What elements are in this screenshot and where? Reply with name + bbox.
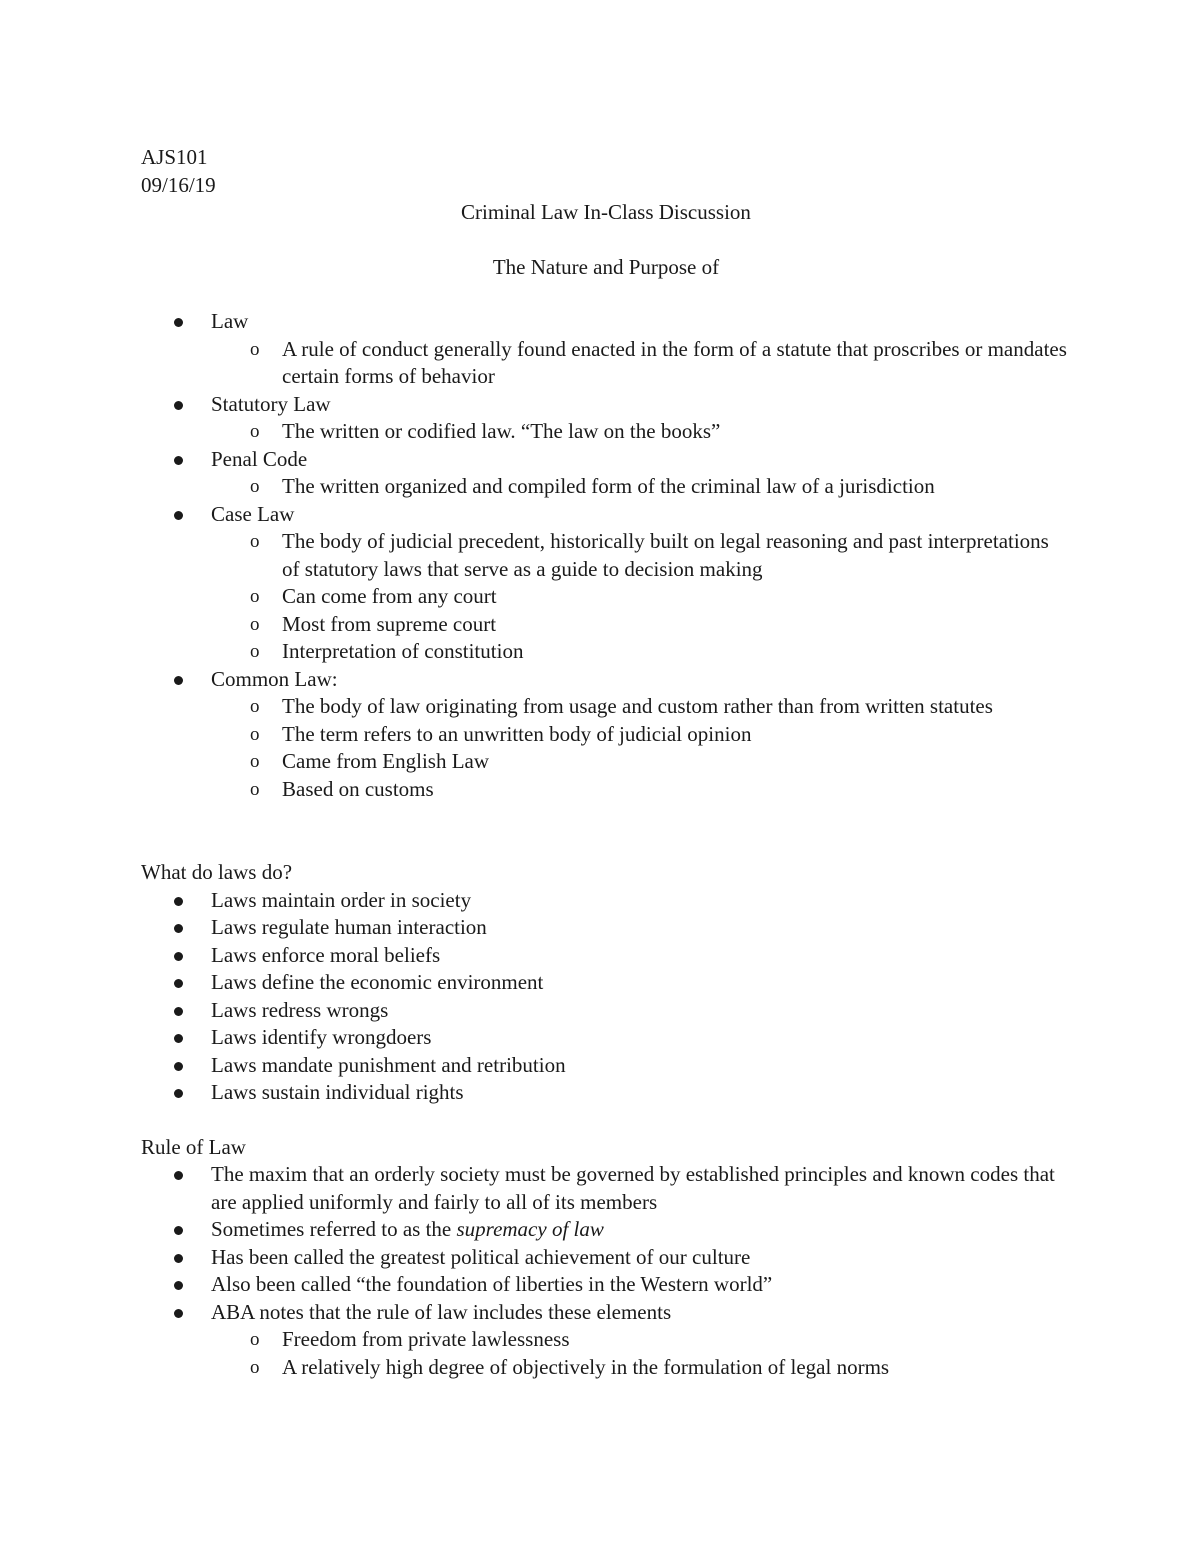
spacer: [141, 803, 1071, 859]
list-item: [141, 1052, 1071, 1080]
definition-text: The body of law originating from usage and custom rather than from written statutes: [282, 694, 993, 718]
list-item-text: Sometimes referred to as the: [211, 1217, 457, 1241]
list-item: [141, 1079, 1071, 1107]
sub-bullet-icon: o: [250, 723, 260, 745]
sub-bullet-icon: o: [250, 1356, 260, 1378]
bullet-dot-icon: [174, 897, 183, 906]
document-title: Criminal Law In-Class Discussion: [461, 200, 751, 224]
bullet-dot-icon: [174, 1034, 183, 1043]
document-subtitle: The Nature and Purpose of: [492, 254, 720, 279]
term-item: [141, 308, 1071, 336]
rule-of-law-list: [141, 1161, 1071, 1381]
list-item: [141, 1244, 1071, 1272]
term-item: [141, 391, 1071, 419]
term-definition: [141, 583, 1071, 611]
term-label: Law: [211, 309, 249, 333]
term-definition: [141, 611, 1071, 639]
definition-text: Interpretation of constitution: [282, 639, 524, 663]
document-page: [141, 144, 1071, 1381]
list-item-text: The maxim that an orderly society must be governed by established principles and known codes that are applied uniformly and fairly to all of its members: [211, 1162, 1055, 1214]
term-definition: [141, 748, 1071, 776]
sub-bullet-icon: o: [250, 1329, 260, 1350]
definition-text: Based on customs: [282, 776, 434, 801]
sub-list-item: [141, 1354, 1071, 1382]
terms-list: [141, 308, 1071, 803]
bullet-dot-icon: [174, 1226, 183, 1235]
sub-bullet-icon: o: [250, 476, 260, 497]
definition-text: The body of judicial precedent, historically built on legal reasoning and past interpretations of statutory laws that serve as a guide to decision making: [282, 529, 1049, 581]
bullet-dot-icon: [174, 1007, 183, 1016]
bullet-dot-icon: [174, 1254, 183, 1263]
list-item-text: Laws maintain order in society: [211, 887, 472, 912]
bullet-dot-icon: [174, 979, 183, 988]
definition-text: Most from supreme court: [282, 611, 497, 636]
sub-bullet-icon: o: [250, 531, 260, 552]
section-heading-rule-of-law: Rule of Law: [141, 1134, 246, 1159]
section-heading-laws-do: What do laws do?: [141, 860, 293, 884]
list-item-text: ABA notes that the rule of law includes these elements: [211, 1299, 672, 1324]
list-item-text: Laws regulate human interaction: [211, 915, 487, 939]
bullet-dot-icon: [174, 511, 183, 520]
italic-term: supremacy of law: [456, 1217, 604, 1241]
bullet-dot-icon: [174, 676, 183, 685]
sub-list-item: [141, 1326, 1071, 1354]
bullet-dot-icon: [174, 1089, 183, 1098]
list-item-text: Also been called “the foundation of liberties in the Western world”: [211, 1272, 773, 1296]
definition-text: A rule of conduct generally found enacted in the form of a statute that proscribes or mandates certain forms of behavior: [282, 336, 1067, 388]
document-date: 09/16/19: [141, 172, 216, 197]
laws-do-list: [141, 887, 1071, 1107]
list-item: [141, 1299, 1071, 1327]
definition-text: Can come from any court: [282, 584, 497, 608]
term-definition: [141, 528, 1071, 583]
term-definition: [141, 721, 1071, 749]
term-item: [141, 666, 1071, 694]
list-item: [141, 887, 1071, 915]
definition-text: The term refers to an unwritten body of judicial opinion: [282, 721, 752, 746]
bullet-dot-icon: [174, 1171, 183, 1180]
sub-bullet-icon: o: [250, 613, 260, 635]
list-item-text: Laws define the economic environment: [211, 970, 544, 994]
term-item: [141, 446, 1071, 474]
list-item: [141, 1161, 1071, 1216]
spacer: [141, 227, 1071, 254]
list-item-text: Laws redress wrongs: [211, 997, 389, 1022]
term-definition: [141, 693, 1071, 721]
sub-bullet-icon: o: [250, 751, 260, 772]
sub-list-item-text: A relatively high degree of objectively in the formulation of legal norms: [282, 1354, 890, 1379]
term-definition: [141, 473, 1071, 501]
sub-list-item-text: Freedom from private lawlessness: [282, 1327, 570, 1351]
bullet-dot-icon: [174, 401, 183, 410]
term-label: Statutory Law: [211, 391, 331, 416]
term-definition: [141, 776, 1071, 804]
list-item: [141, 914, 1071, 942]
bullet-dot-icon: [174, 1309, 183, 1318]
definition-text: The written or codified law. “The law on the books”: [282, 419, 721, 443]
course-code: AJS101: [141, 145, 208, 169]
list-item-text: Laws identify wrongdoers: [211, 1025, 432, 1049]
list-item: [141, 1024, 1071, 1052]
list-item-text: Laws enforce moral beliefs: [211, 942, 441, 967]
spacer: [141, 1107, 1071, 1134]
term-item: [141, 501, 1071, 529]
term-label: Penal Code: [211, 446, 308, 471]
bullet-dot-icon: [174, 1281, 183, 1290]
sub-bullet-icon: o: [250, 696, 260, 717]
bullet-dot-icon: [174, 924, 183, 933]
definition-text: Came from English Law: [282, 749, 490, 773]
sub-bullet-icon: o: [250, 421, 260, 442]
list-item: [141, 997, 1071, 1025]
sub-bullet-icon: o: [250, 778, 260, 800]
term-label: Case Law: [211, 501, 295, 526]
term-definition: [141, 336, 1071, 391]
list-item-text: Laws sustain individual rights: [211, 1080, 464, 1104]
definition-text: The written organized and compiled form of the criminal law of a jurisdiction: [282, 474, 935, 498]
list-item: [141, 942, 1071, 970]
list-item: [141, 1271, 1071, 1299]
list-item: [141, 1216, 1071, 1244]
term-definition: [141, 638, 1071, 666]
list-item: [141, 969, 1071, 997]
sub-bullet-icon: o: [250, 586, 260, 607]
bullet-dot-icon: [174, 1062, 183, 1071]
bullet-dot-icon: [174, 318, 183, 327]
list-item-text: Laws mandate punishment and retribution: [211, 1052, 566, 1077]
sub-bullet-icon: o: [250, 641, 260, 662]
bullet-dot-icon: [174, 456, 183, 465]
bullet-dot-icon: [174, 952, 183, 961]
list-item-text: Has been called the greatest political achievement of our culture: [211, 1244, 751, 1269]
spacer: [141, 281, 1071, 308]
term-label: Common Law:: [211, 666, 338, 691]
term-definition: [141, 418, 1071, 446]
sub-bullet-icon: o: [250, 338, 260, 360]
